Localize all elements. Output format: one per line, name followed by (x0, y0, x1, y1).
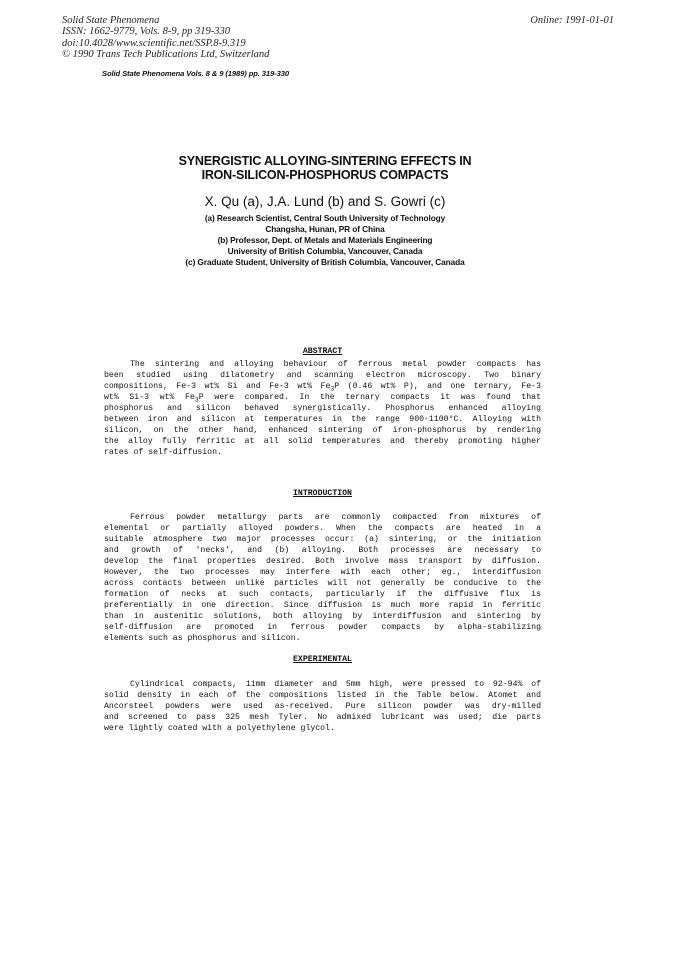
text-line: across contacts between unlike particles will not generally be conducive to the (104, 579, 541, 588)
text-line: Ancorsteel powders were used as-received. Pure silicon powder was dry-milled (104, 702, 541, 711)
affiliations (90, 213, 560, 268)
journal-name: Solid State Phenomena (62, 15, 160, 26)
text-line: wt% Si-3 wt% $Fe_3P$ were compared. In the ternary compacts it was found that (104, 393, 541, 404)
text-line: were lightly coated with a polyethylene glycol. (104, 724, 335, 733)
affiliation-line: University of British Columbia, Vancouver, Canada (227, 246, 423, 256)
text-line: formation of necks at such contacts, particularly if the diffusive flux is (104, 590, 541, 599)
affiliation-line: (c) Graduate Student, University of British Columbia, Vancouver, Canada (185, 257, 465, 267)
text-line: and screened to pass 325 mesh Tyler. No admixed lubricant was used; die parts (104, 713, 541, 722)
authors: X. Qu (a), J.A. Lund (b) and S. Gowri (c) (204, 194, 446, 209)
text-line: Cylindrical compacts, 11mm diameter and 5mm high, were pressed to 92-94% of (130, 680, 541, 689)
abstract-heading: ABSTRACT (302, 347, 343, 356)
introduction-heading: INTRODUCTION (293, 489, 352, 498)
original-journal-line: Solid State Phenomena Vols. 8 & 9 (1989) pp. 319-330 (102, 69, 289, 78)
text-line: However, the two processes may interfere with each other; eg., interdiffusion (104, 568, 541, 577)
citation-header (62, 15, 269, 60)
text-line: phosphorus and silicon behaved synergistically. Phosphorus enhanced alloying (104, 404, 541, 413)
text-line: suitable atmosphere two major processes occur: (a) sintering, or the initiation (104, 535, 541, 544)
text-line: the alloy fully ferritic at all solid temperatures and thereby promoting higher (104, 437, 541, 446)
text-line: elements such as phosphorus and silicon. (104, 634, 301, 643)
text-line: silicon, on the other hand, enhanced sintering of iron-phosphorus by rendering (104, 426, 541, 435)
text-line: between iron and silicon at temperatures in the range 900-1100°C. Alloying with (104, 415, 541, 424)
text-line: and growth of 'necks', and (b) alloying. Both processes are necessary to (104, 546, 541, 555)
online-date: Online: 1991-01-01 (530, 15, 614, 26)
text-line: self-diffusion are promoted in ferrous powder compacts by alpha-stabilizing (104, 623, 541, 632)
introduction-body (104, 512, 541, 644)
affiliation-line: (a) Research Scientist, Central South University of Technology (204, 213, 446, 223)
text-line: been studied using dilatometry and scanning electron microscopy. Two binary (104, 371, 541, 380)
affiliation-line: (b) Professor, Dept. of Metals and Materials Engineering (217, 235, 433, 245)
copyright-line: © 1990 Trans Tech Publications Ltd, Switzerland (62, 48, 270, 60)
text-line: Ferrous powder metallurgy parts are commonly compacted from mixtures of (130, 513, 541, 522)
text-line: elemental or partially alloyed powders. When the compacts are heated in a (104, 524, 541, 533)
text-line: compositions, Fe-3 wt% Si and Fe-3 wt% $Fe_3P$ (0.46 wt% P), and one ternary, Fe-3 (104, 382, 541, 393)
doi-line: doi:10.4028/www.scientific.net/SSP.8-9.319 (62, 37, 246, 49)
experimental-heading: EXPERIMENTAL (293, 655, 352, 664)
title-block (90, 154, 560, 268)
text-line: preferentially in one direction. Since diffusion is much more rapid in ferritic (104, 601, 541, 610)
affiliation-line: Changsha, Hunan, PR of China (265, 224, 385, 234)
text-line: rates of self-diffusion. (104, 448, 222, 457)
text-line: develop the final properties desired. Both involve mass transport by diffusion. (104, 557, 541, 566)
paper-title-line-1: SYNERGISTIC ALLOYING-SINTERING EFFECTS IN (178, 154, 472, 168)
text-line: than in austenitic solutions, both alloying by interdiffusion and sintering by (104, 612, 541, 621)
abstract-body (104, 359, 541, 458)
paper-title-line-2: IRON-SILICON-PHOSPHORUS COMPACTS (201, 168, 449, 182)
experimental-body (104, 679, 541, 734)
issn-line: ISSN: 1662-9779, Vols. 8-9, pp 319-330 (62, 26, 230, 38)
text-line: solid density in each of the compositions listed in the Table below. Atomet and (104, 691, 541, 700)
text-line: The sintering and alloying behaviour of ferrous metal powder compacts has (130, 360, 541, 369)
